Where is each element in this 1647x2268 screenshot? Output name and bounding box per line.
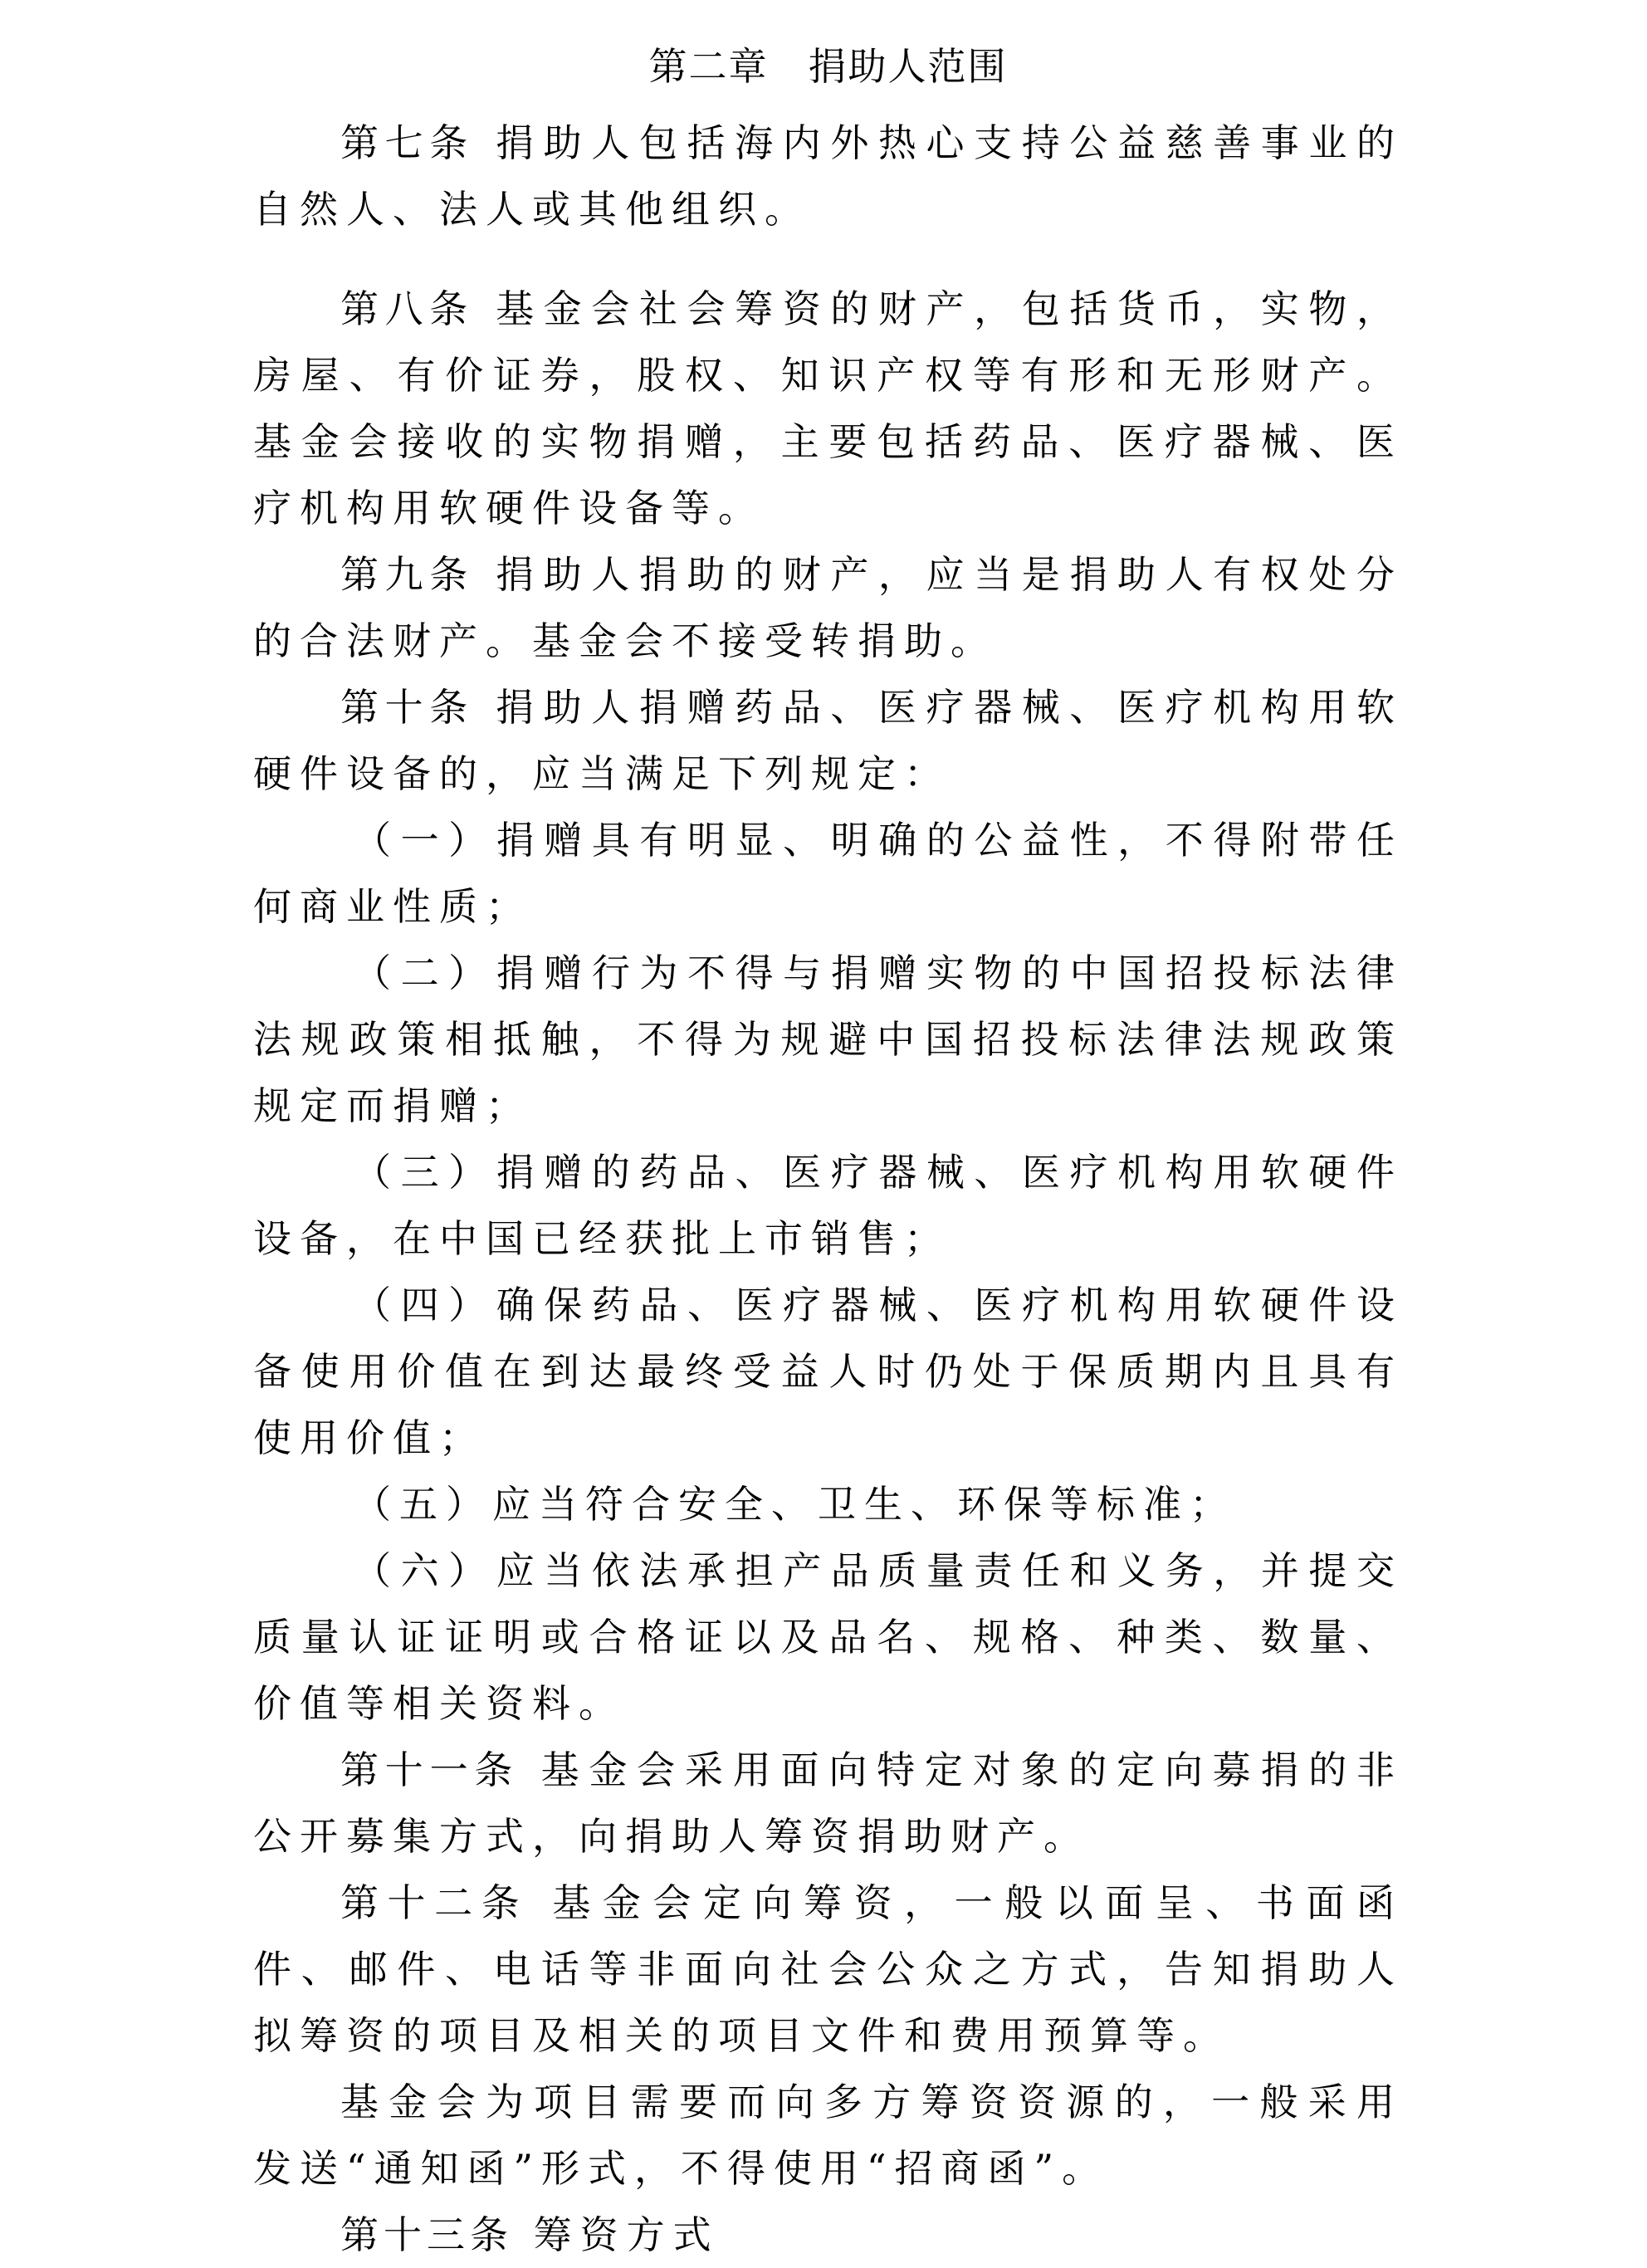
clause-4: （四）确保药品、医疗器械、医疗机构用软硬件设备使用价值在到达最终受益人时仍处于保质期内且具有使用价值； (253, 1283, 1403, 1460)
document-page (253, 42, 1403, 2268)
article-number: 第十三条 (340, 2212, 513, 2257)
clause-3: （三）捐赠的药品、医疗器械、医疗机构用软硬件设备，在中国已经获批上市销售； (253, 1150, 1403, 1261)
article-text: 捐助人捐助的财产，应当是捐助人有权处分的合法财产。基金会不接受转捐助。 (253, 552, 1404, 663)
article-13 (253, 2202, 1403, 2268)
article-number: 第十条 (340, 685, 474, 730)
article-number: 第十一条 (340, 1747, 520, 1792)
paragraph-notice-letter: 基金会为项目需要而向多方筹资资源的，一般采用发送“通知函”形式，不得使用“招商函”。 (253, 2080, 1403, 2191)
article-text: 基金会定向筹资，一般以面呈、书面函件、邮件、电话等非面向社会公众之方式，告知捐助人拟筹资的项目及相关的项目文件和费用预算等。 (253, 1880, 1404, 2058)
article-number: 第十二条 (340, 1880, 529, 1925)
article-number: 第八条 (340, 286, 474, 331)
article-10 (253, 674, 1403, 807)
article-text: 捐助人捐赠药品、医疗器械、医疗机构用软硬件设备的，应当满足下列规定： (253, 685, 1404, 796)
article-9 (253, 541, 1403, 674)
article-text: 基金会采用面向特定对象的定向募捐的非公开募集方式，向捐助人筹资捐助财产。 (253, 1747, 1404, 1859)
article-number: 第九条 (340, 552, 474, 597)
article-text: 基金会社会筹资的财产，包括货币，实物，房屋、有价证券，股权、知识产权等有形和无形财产。基金会接收的实物捐赠，主要包括药品、医疗器械、医疗机构用软硬件设备等。 (253, 286, 1404, 530)
chapter-title: 第二章 捐助人范围 (648, 44, 1008, 89)
clause-6: （六）应当依法承担产品质量责任和义务，并提交质量认证证明或合格证以及品名、规格、种类、数量、价值等相关资料。 (253, 1548, 1403, 1726)
article-11 (253, 1737, 1403, 1870)
article-text: 捐助人包括海内外热心支持公益慈善事业的自然人、法人或其他组织。 (253, 120, 1404, 232)
article-7 (253, 110, 1403, 242)
article-8 (253, 276, 1403, 541)
clause-5: （五）应当符合安全、卫生、环保等标准； (353, 1482, 1236, 1527)
paragraph-gap (253, 242, 1403, 276)
article-text: 筹资方式 (533, 2212, 720, 2257)
clause-1: （一）捐赠具有明显、明确的公益性，不得附带任何商业性质； (253, 818, 1403, 929)
article-12 (253, 1870, 1403, 2069)
article-number: 第七条 (340, 120, 474, 165)
clause-2: （二）捐赠行为不得与捐赠实物的中国招投标法律法规政策相抵触，不得为规避中国招投标法律法规政策规定而捐赠； (253, 951, 1403, 1128)
